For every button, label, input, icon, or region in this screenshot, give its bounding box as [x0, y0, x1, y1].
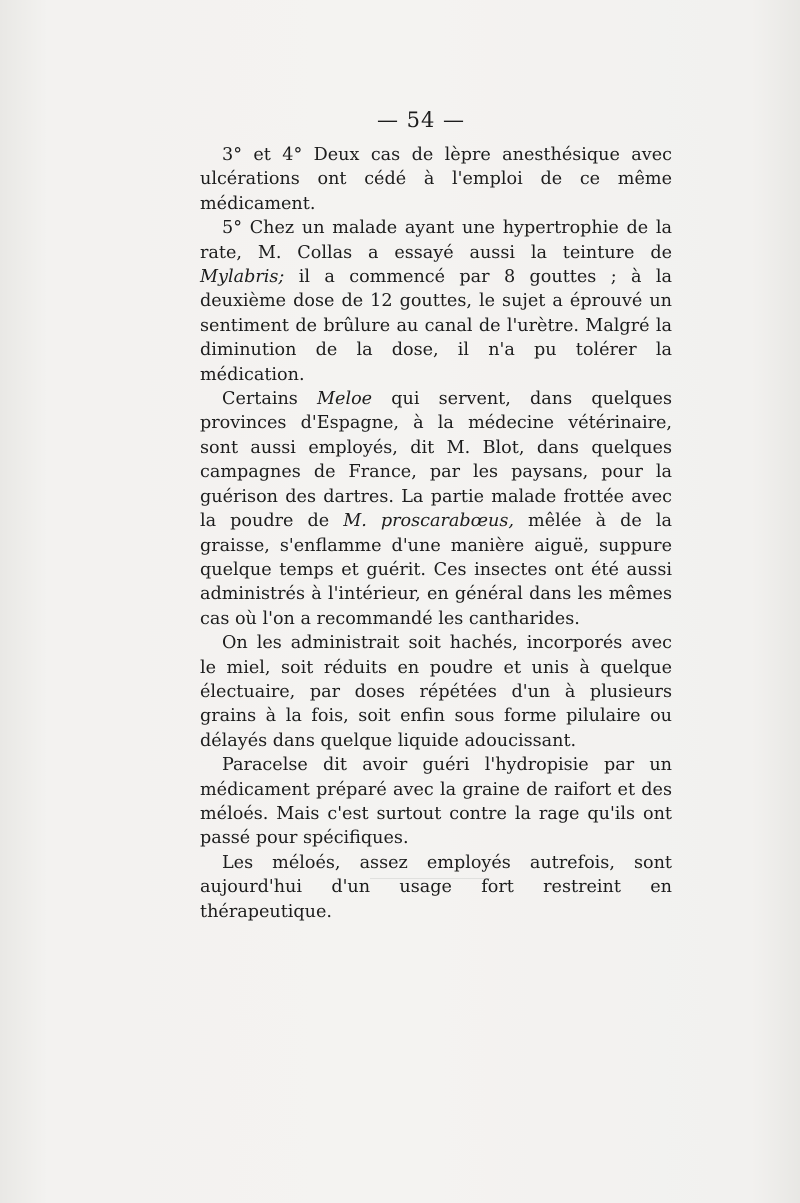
text-run: mêlée à de la graisse, s'enflamme d'une manière aiguë, suppure quelque temps et guérit. Ces insectes ont été aussi administrés à l'intérieur, en général dans les mêmes cas où l'on a recommandé les cantharides.: [200, 511, 672, 629]
page-number: — 54 —: [376, 108, 466, 132]
italic-term: Mylabris;: [200, 267, 285, 288]
text-run: 5° Chez un malade ayant une hypertrophie de la rate, M. Collas a essayé aussi la teinture de: [200, 218, 672, 263]
text-run: il a commencé par 8 gouttes ; à la deuxième dose de 12 gouttes, le sujet a éprouvé un sentiment de brûlure au canal de l'urètre. Malgré la diminution de la dose, il n'a pu tolérer la médication.: [200, 267, 672, 385]
italic-term: Meloe: [317, 389, 373, 410]
paragraph: [200, 216, 672, 387]
paragraph: [200, 753, 672, 851]
show-through-rule: [370, 878, 490, 879]
text-run: Paracelse dit avoir guéri l'hydropisie par un médicament préparé avec la graine de raifort et des méloés. Mais c'est surtout contre la rage qu'ils ont passé pour spécifiques.: [200, 755, 672, 849]
italic-term: M. proscarabœus,: [343, 511, 514, 532]
text-run: Les méloés, assez employés autrefois, sont aujourd'hui d'un usage fort restreint en thérapeutique.: [200, 852, 672, 922]
paragraph: [200, 387, 672, 631]
paragraph: [200, 631, 672, 753]
paragraph: [200, 143, 672, 216]
text-run: On les administrait soit hachés, incorporés avec le miel, soit réduits en poudre et unis à quelque électuaire, par doses répétées d'un à plusieurs grains à la fois, soit enfin sous forme pilulaire ou délayés dans quelque liquide adoucissant.: [200, 633, 672, 751]
text-run: qui servent, dans quelques provinces d'Espagne, à la médecine vétérinaire, sont aussi employés, dit M. Blot, dans quelques campagnes de France, par les paysans, pour la guérison des dartres. La partie malade frottée avec la poudre de: [200, 389, 672, 532]
text-run: Certains: [222, 389, 318, 410]
body-text: [200, 143, 672, 924]
text-run: 3° et 4° Deux cas de lèpre anesthésique avec ulcérations ont cédé à l'emploi de ce même médicament.: [200, 145, 672, 214]
paragraph: [200, 851, 672, 924]
